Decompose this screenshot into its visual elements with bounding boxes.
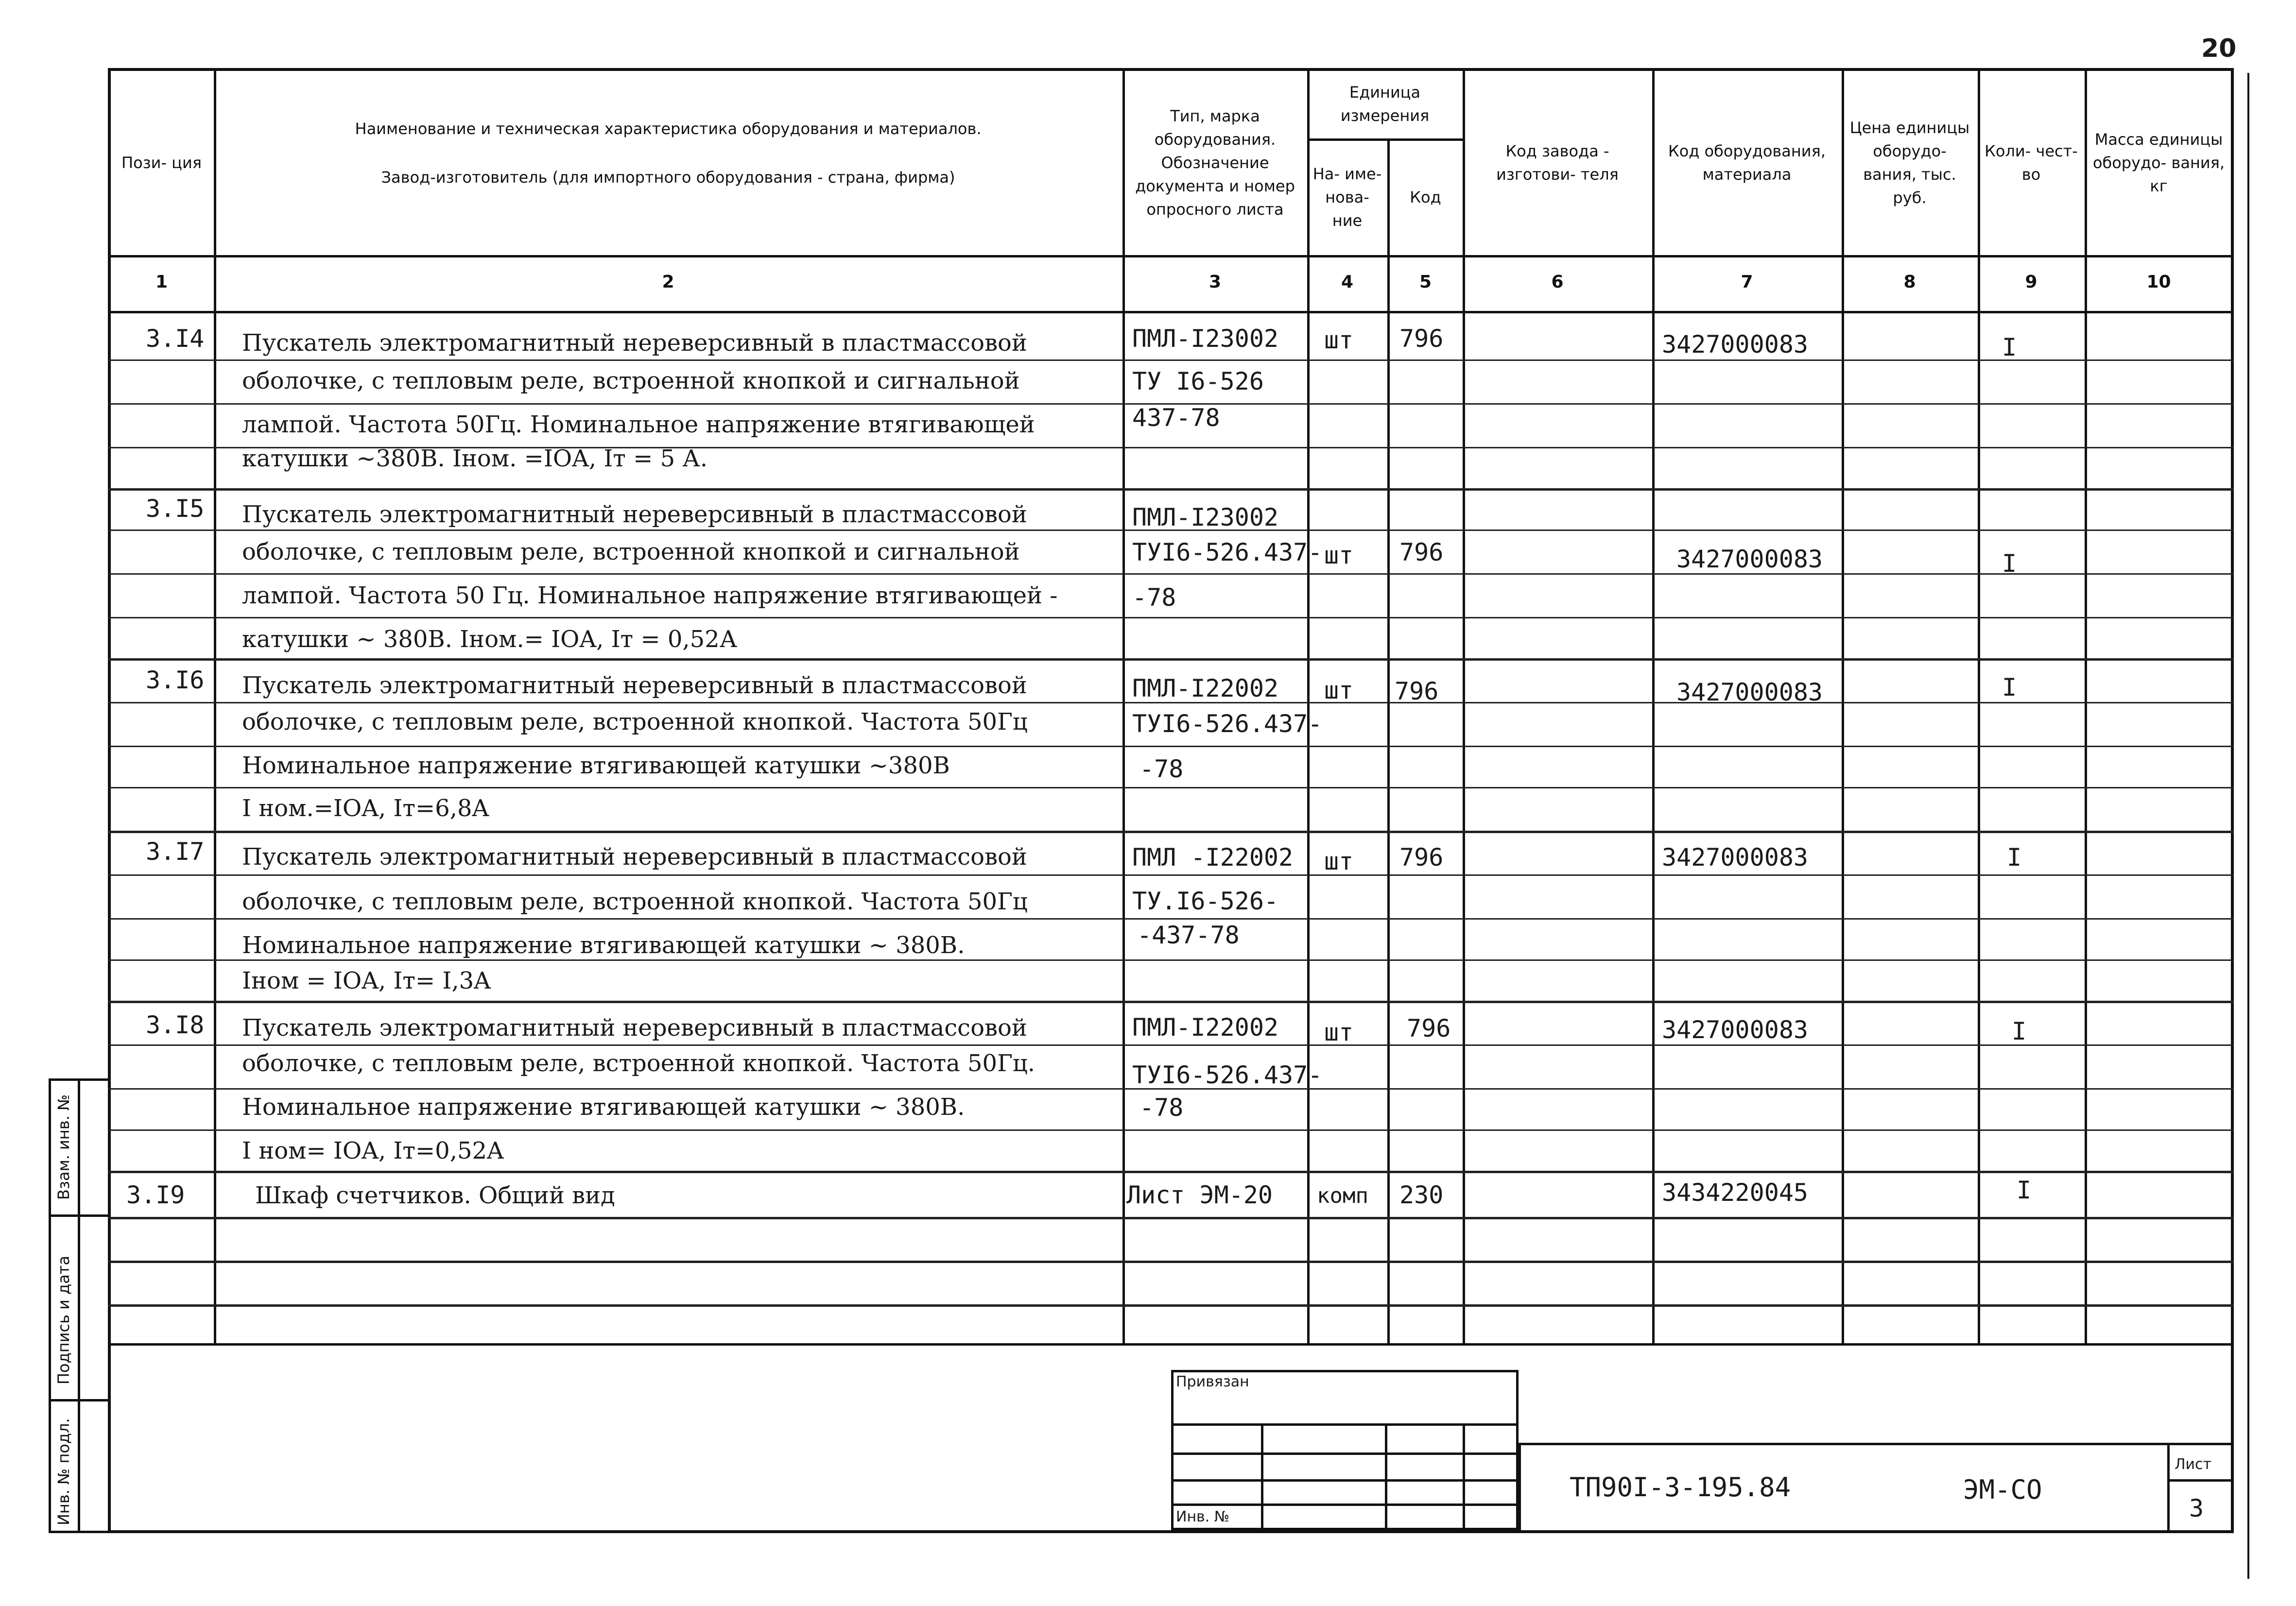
row-position: 3.I9 <box>126 1181 185 1209</box>
row-position: 3.I4 <box>146 325 205 353</box>
row-quantity: I <box>2002 333 2017 361</box>
row-desc-line: оболочке, с тепловым реле, встроенной кнопкой. Частота 50Гц <box>242 708 1028 735</box>
stamp-privyazan: Привязан <box>1176 1373 1249 1390</box>
page-number: 20 <box>2201 34 2237 63</box>
header-mass: Масса единицы оборудо- вания, кг <box>2092 130 2225 195</box>
header-factory-code: Код завода - изготови- теля <box>1496 142 1619 184</box>
row-type-line: -78 <box>1132 583 1176 612</box>
row-quantity: I <box>2002 673 2017 701</box>
row-unit-code: 796 <box>1395 677 1439 705</box>
row-type-line: -78 <box>1139 755 1184 783</box>
header-position: Пози- ция <box>121 154 202 172</box>
row-type-line: ТУ I6-526 <box>1132 367 1264 395</box>
row-type-line: ПМЛ-I22002 <box>1132 1013 1279 1042</box>
row-desc-line: Пускатель электромагнитный нереверсивный в пластмассовой <box>242 501 1027 528</box>
row-desc-line: катушки ~380В. Iном. =IOA, Iт = 5 А. <box>242 445 708 472</box>
row-unit-code: 796 <box>1399 843 1444 871</box>
row-type-line: -437-78 <box>1137 921 1240 949</box>
stamp-sheet-label: Лист <box>2175 1456 2212 1473</box>
col-number: 10 <box>2146 272 2171 292</box>
row-desc-line: катушки ~ 380В. Iном.= IOA, Iт = 0,52А <box>242 626 738 653</box>
row-type-line: Лист ЭМ-20 <box>1126 1181 1273 1209</box>
header-name-line2: Завод-изготовитель (для импортного оборудования - страна, фирма) <box>381 168 955 187</box>
row-equip-code: 3427000083 <box>1676 678 1823 706</box>
col-number: 3 <box>1208 272 1222 292</box>
stamp-inv-no: Инв. № <box>1176 1508 1230 1525</box>
row-desc-line: лампой. Частота 50Гц. Номинальное напряжение втягивающей <box>242 411 1035 438</box>
header-unit-code: Код <box>1410 188 1441 206</box>
col-number: 4 <box>1341 272 1354 292</box>
row-type-line: ТУI6-526.437- <box>1132 538 1323 566</box>
row-quantity: I <box>2017 1176 2032 1204</box>
row-unit: шт <box>1324 541 1354 569</box>
row-position: 3.I8 <box>146 1011 205 1039</box>
row-desc-line: Пускатель электромагнитный нереверсивный в пластмассовой <box>242 329 1027 357</box>
header-name-line1: Наименование и техническая характеристика оборудования и материалов. <box>355 120 982 138</box>
row-desc-line: Шкаф счетчиков. Общий вид <box>255 1182 615 1209</box>
row-desc-line: Номинальное напряжение втягивающей катушки ~380В <box>242 752 950 779</box>
header-type: Тип, марка оборудования. Обозначение документа и номер опросного листа <box>1135 107 1295 219</box>
row-type-line: ПМЛ-I22002 <box>1132 674 1279 702</box>
col-number: 2 <box>662 272 674 292</box>
row-desc-line: оболочке, с тепловым реле, встроенной кнопкой и сигнальной <box>242 538 1020 565</box>
row-desc-line: Пускатель электромагнитный нереверсивный в пластмассовой <box>242 1014 1027 1042</box>
row-quantity: I <box>2002 549 2017 578</box>
row-quantity: I <box>2012 1017 2027 1045</box>
row-unit: шт <box>1324 1018 1354 1046</box>
row-position: 3.I5 <box>146 495 205 523</box>
col-number: 6 <box>1551 272 1564 292</box>
margin-inv-podl: Инв. № подл. <box>54 1418 73 1525</box>
row-desc-line: Iном = IOA, Iт= I,3A <box>242 967 491 994</box>
margin-vzam-inv: Взам. инв. № <box>54 1094 73 1200</box>
row-unit-code: 796 <box>1399 538 1444 566</box>
row-equip-code: 3434220045 <box>1662 1179 1809 1207</box>
header-price: Цена единицы оборудо- вания, тыс. руб. <box>1849 119 1970 207</box>
col-number: 1 <box>155 272 168 292</box>
row-type-line: ТУI6-526.437- <box>1132 1061 1323 1089</box>
row-type-line: -78 <box>1139 1093 1184 1122</box>
stamp-box <box>1171 1370 1519 1530</box>
row-equip-code: 3427000083 <box>1662 330 1809 359</box>
row-type-line: ПМЛ-I23002 <box>1132 503 1279 531</box>
row-type-line: ТУI6-526.437- <box>1132 710 1323 738</box>
row-desc-line: лампой. Частота 50 Гц. Номинальное напряжение втягивающей - <box>242 582 1058 609</box>
row-unit: шт <box>1324 326 1354 354</box>
row-type-line: ПМЛ -I22002 <box>1132 843 1294 871</box>
header-unit: Единица измерения <box>1340 83 1430 125</box>
row-type-line: 437-78 <box>1132 404 1220 432</box>
col-number: 8 <box>1903 272 1916 292</box>
stamp-doc-code: ТП90I-3-195.84 <box>1570 1472 1791 1503</box>
row-unit-code: 796 <box>1399 325 1444 353</box>
row-position: 3.I7 <box>146 837 205 866</box>
row-unit-code: 230 <box>1399 1181 1444 1209</box>
row-unit: шт <box>1324 847 1354 875</box>
row-equip-code: 3427000083 <box>1676 545 1823 573</box>
row-type-line: ТУ.I6-526- <box>1132 887 1279 915</box>
row-equip-code: 3427000083 <box>1662 1016 1809 1044</box>
margin-podpis-data: Подпись и дата <box>54 1255 73 1384</box>
header-equip-code: Код оборудования, материала <box>1668 142 1826 184</box>
row-desc-line: Номинальное напряжение втягивающей катушки ~ 380В. <box>242 1093 965 1121</box>
row-desc-line: I ном= IOA, Iт=0,52A <box>242 1137 504 1164</box>
row-unit: шт <box>1324 676 1354 704</box>
row-desc-line: оболочке, с тепловым реле, встроенной кнопкой. Частота 50Гц <box>242 888 1028 915</box>
col-number: 7 <box>1741 272 1753 292</box>
row-unit: комп <box>1317 1183 1368 1208</box>
row-equip-code: 3427000083 <box>1662 843 1809 871</box>
row-desc-line: оболочке, с тепловым реле, встроенной кнопкой и сигнальной <box>242 367 1020 394</box>
col-number: 9 <box>2025 272 2037 292</box>
header-quantity: Коли- чест- во <box>1985 142 2078 184</box>
row-type-line: ПМЛ-I23002 <box>1132 325 1279 353</box>
row-quantity: I <box>2007 843 2022 871</box>
row-desc-line: Номинальное напряжение втягивающей катушки ~ 380В. <box>242 932 965 959</box>
row-unit-code: 796 <box>1407 1014 1451 1042</box>
row-desc-line: Пускатель электромагнитный нереверсивный в пластмассовой <box>242 843 1027 871</box>
row-desc-line: Пускатель электромагнитный нереверсивный в пластмассовой <box>242 672 1027 699</box>
col-number: 5 <box>1419 272 1432 292</box>
row-desc-line: I ном.=IOA, Iт=6,8A <box>242 795 489 822</box>
row-desc-line: оболочке, с тепловым реле, встроенной кнопкой. Частота 50Гц. <box>242 1050 1035 1077</box>
row-position: 3.I6 <box>146 666 205 694</box>
header-unit-name: На- име- нова- ние <box>1312 165 1382 230</box>
stamp-sheet-number: 3 <box>2189 1494 2204 1522</box>
stamp-mark: ЭМ-СО <box>1963 1474 2042 1505</box>
